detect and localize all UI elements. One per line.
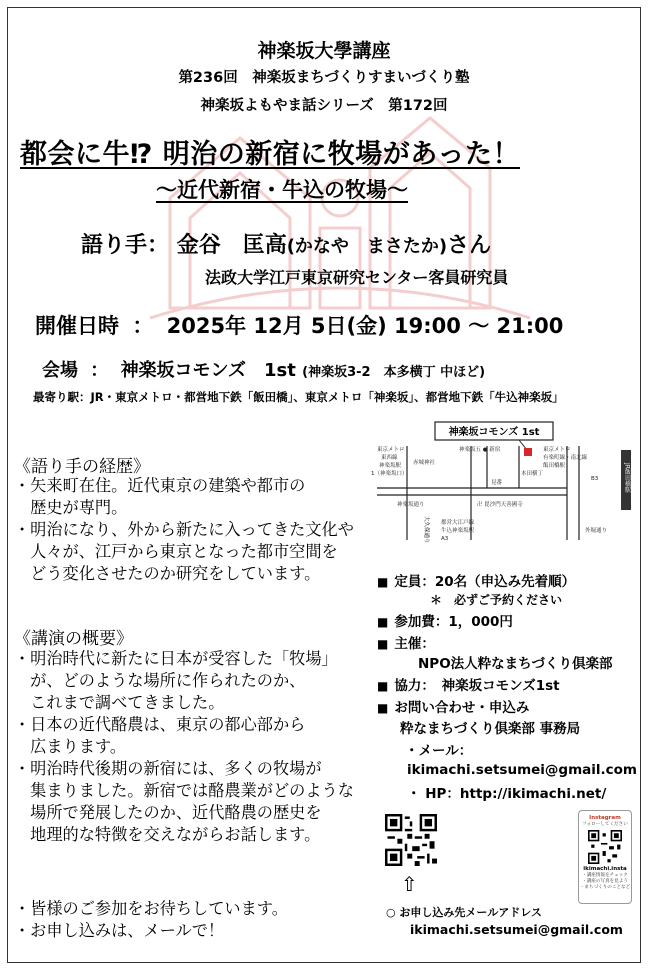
date-label: 開催日時 <box>35 314 119 338</box>
closing-body <box>14 898 288 942</box>
map-label: 神楽坂駅 <box>379 463 402 469</box>
event-date <box>35 310 563 340</box>
speaker-affiliation: 法政大学江戸東京研究センター客員研究員 <box>205 268 509 287</box>
qr-code-instagram <box>588 830 622 864</box>
bullet-square-icon: ■ <box>377 679 389 693</box>
map-label: B3 <box>591 476 599 482</box>
speaker-label: 語り手： <box>81 233 170 258</box>
bullet-square-icon: ■ <box>377 615 389 629</box>
instagram-note: ・講座の写真を見よう <box>582 879 628 884</box>
map-label-jr: JR飯田橋駅 <box>623 463 631 493</box>
sub-title: ～近代新宿・牛込の牧場～ <box>156 178 408 202</box>
lecture-line: 集まりました。新宿では酪農業がどのような <box>14 781 354 800</box>
speaker-reading: (かなや まさたか) <box>286 236 448 257</box>
main-title: 都会に牛⁉ 明治の新宿に牧場があった！ <box>20 139 521 170</box>
instagram-card[interactable] <box>578 810 632 904</box>
info-organizer-label <box>377 632 435 652</box>
closing-line: ・皆様のご参加をお待ちしています。 <box>14 899 288 918</box>
info-contact <box>377 696 529 716</box>
profile-line: 歴史が専門。 <box>14 498 128 517</box>
map-label: 飯田橋駅 <box>543 463 566 469</box>
lecture-body <box>14 648 354 846</box>
map-label: 東京メトロ <box>377 447 405 453</box>
map-label: 牛込神楽坂駅 <box>441 528 475 534</box>
map-label: 都営大江戸線 <box>441 520 475 526</box>
map-label: 神楽坂五 ● 新宿 <box>459 447 501 453</box>
series-subseries: 神楽坂よもやま話シリーズ 第172回 <box>200 98 448 114</box>
arrow-up-icon: ⇧ <box>401 872 418 896</box>
venue-label: 会場 <box>42 360 78 381</box>
map-label: 本田横丁 <box>521 471 544 477</box>
qr-code-mail[interactable] <box>385 814 437 866</box>
venue-address: (神楽坂3-2 本多横丁 中ほど) <box>302 365 486 380</box>
venue-separator: ： <box>90 360 109 381</box>
series-session: 第236回 神楽坂まちづくりすまいづくり塾 <box>178 70 470 86</box>
info-fee <box>377 610 513 630</box>
profile-line: どう変化させたのか研究をしています。 <box>14 564 321 583</box>
fee-text: 参加費：1，000円 <box>394 614 513 630</box>
cooperation-text: 協力： 神楽坂コモンズ1st <box>394 678 560 694</box>
bullet-square-icon: ■ <box>377 701 389 715</box>
speaker-honorific: さん <box>447 233 492 258</box>
map-label: A3 <box>441 536 449 542</box>
instagram-follow: フォローしてください <box>582 822 628 827</box>
map-label: 神楽坂通り <box>397 502 425 508</box>
capacity-text: 定員：20名（申込み先着順） <box>394 574 576 590</box>
apply-label: ○ お申し込み先メールアドレス <box>386 906 542 919</box>
access-map <box>367 420 635 550</box>
profile-heading: 《語り手の経歴》 <box>14 457 150 477</box>
map-label: 赤城神社 <box>413 460 436 466</box>
contact-mail[interactable]: ikimachi.setsumei@gmail.com <box>407 762 637 778</box>
instagram-note: ・まちづくりのことなど <box>579 885 631 890</box>
profile-body <box>14 475 354 585</box>
stamp-watermark <box>130 78 550 338</box>
instagram-note: ・講座情報をチェック <box>582 873 628 878</box>
lecture-line: これまで調べてきました。 <box>14 693 225 712</box>
map-venue-marker <box>524 448 532 456</box>
lecture-line: が、どのような場所に作られたのか、 <box>14 671 306 690</box>
map-label: 見番 <box>491 480 503 486</box>
capacity-note: ＊ 必ずご予約ください <box>430 593 563 607</box>
lecture-line: ・明治時代に新たに日本が受容した「牧場」 <box>14 649 338 668</box>
info-capacity <box>377 570 575 590</box>
venue-line <box>42 356 485 382</box>
lecture-heading: 《講演の概要》 <box>14 629 133 649</box>
date-separator: ： <box>132 314 154 338</box>
apply-mail[interactable]: ikimachi.setsumei@gmail.com <box>410 922 623 937</box>
date-value: 2025年 12月 5日(金) 19:00 ～ 21:00 <box>166 314 564 338</box>
closing-line: ・お申し込みは、メールで！ <box>14 921 225 940</box>
map-venue-label: 神楽坂コモンズ 1st <box>448 427 540 438</box>
map-label: 卍 毘沙門天善國寺 <box>477 502 523 508</box>
speaker-line <box>81 228 491 259</box>
speaker-name: 金谷 匡高 <box>176 233 287 258</box>
profile-line: 人々が、江戸から東京となった都市空間を <box>14 542 338 561</box>
bullet-square-icon: ■ <box>377 575 389 589</box>
info-cooperation <box>377 674 560 694</box>
bullet-square-icon: ■ <box>377 637 389 651</box>
nearest-stations: 最寄り駅：JR・東京メトロ・都営地下鉄「飯田橋」、東京メトロ「神楽坂」、都営地下鉄「牛込神楽坂」 <box>33 390 564 404</box>
map-label: 大久保通り <box>423 516 429 544</box>
contact-org: 粋なまちづくり倶楽部 事務局 <box>400 721 581 737</box>
profile-line: ・明治になり、外から新たに入ってきた文化や <box>14 520 354 539</box>
organizer-name: NPO法人粋なまちづくり倶楽部 <box>418 656 613 672</box>
venue-name: 神楽坂コモンズ 1st <box>120 360 296 381</box>
lecture-line: 場所で発展したのか、近代酪農の歴史を <box>14 803 322 822</box>
contact-label: お問い合わせ・申込み <box>394 700 530 716</box>
contact-homepage[interactable]: ・ HP：http://ikimachi.net/ <box>407 786 607 802</box>
lecture-line: 広まります。 <box>14 737 127 756</box>
organizer-label: 主催： <box>394 636 435 652</box>
profile-line: ・矢来町在住。近代東京の建築や都市の <box>14 476 306 495</box>
lecture-line: ・日本の近代酪農は、東京の都心部から <box>14 715 306 734</box>
instagram-account: ikimachi.insta <box>583 866 627 872</box>
lecture-line: 地理的な特徴を交えながらお話します。 <box>14 825 321 844</box>
series-title: 神楽坂大學講座 <box>257 40 391 62</box>
contact-mail-label: ・メール： <box>405 743 473 759</box>
map-label: 有楽町線・南北線 <box>543 455 588 461</box>
map-label: 1（神楽坂口） <box>371 471 408 477</box>
map-label: 外堀通り <box>585 528 608 534</box>
map-label: 東西線 <box>381 455 398 461</box>
map-label: 東京メトロ <box>543 447 571 453</box>
instagram-title: Instagram <box>589 815 621 821</box>
lecture-line: ・明治時代後期の新宿には、多くの牧場が <box>14 759 322 778</box>
